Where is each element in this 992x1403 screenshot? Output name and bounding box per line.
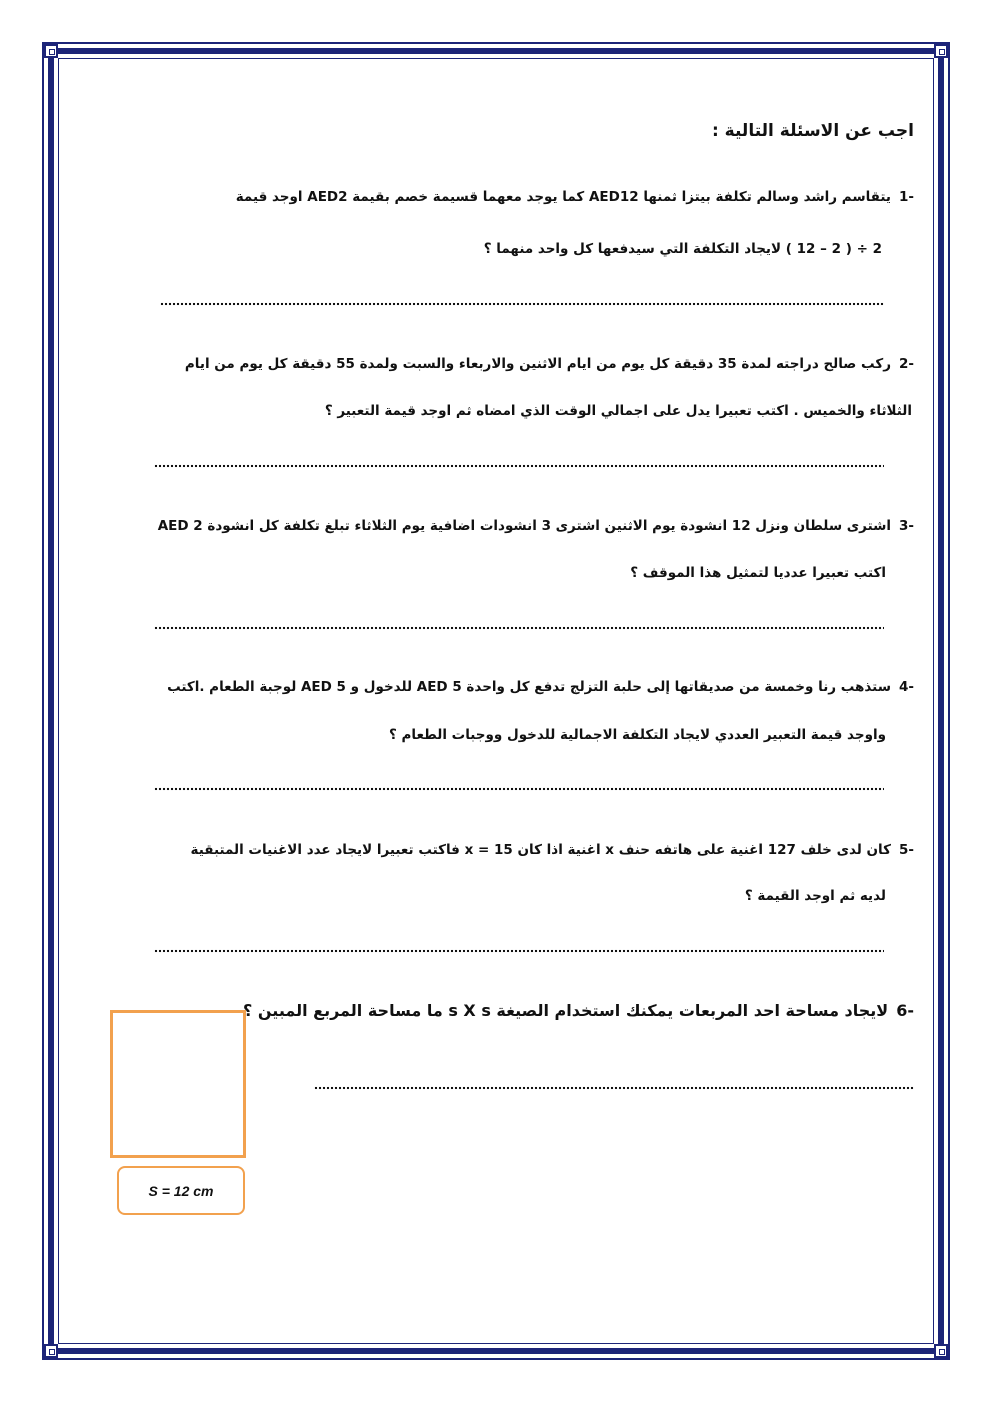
answer-line-3[interactable] xyxy=(154,626,884,630)
question-3 xyxy=(154,518,914,534)
answer-line-4[interactable] xyxy=(154,787,884,791)
answer-line-1[interactable] xyxy=(160,302,884,306)
question-text: يتقاسم راشد وسالم تكلفة بيتزا ثمنها AED12 كما يوجد معهما قسيمة خصم بقيمة AED2 اوجد قيمة xyxy=(235,189,891,205)
question-2-line-2: الثلاثاء والخميس . اكتب تعبيرا يدل على اجمالي الوقت الذي امضاه ثم اوجد قيمة التعبير ؟ xyxy=(324,403,912,419)
answer-line-5[interactable] xyxy=(154,949,884,953)
corner-ornament-icon xyxy=(44,44,58,58)
question-text: كان لدى خلف 127 اغنية على هاتفه حنف x اغنية اذا كان x = 15 فاكتب تعبيرا لايجاد عدد الاغنيات المتبقية xyxy=(190,842,891,858)
question-2 xyxy=(154,356,914,372)
question-3-line-2: اكتب تعبيرا عدديا لتمثيل هذا الموقف ؟ xyxy=(630,565,886,581)
question-4-line-2: واوجد قيمة التعبير العددي لايجاد التكلفة الاجمالية للدخول ووجبات الطعام ؟ xyxy=(388,727,886,743)
square-figure xyxy=(110,1010,246,1158)
question-4 xyxy=(154,679,914,695)
question-number: -4 xyxy=(898,679,914,695)
question-text: لايجاد مساحة احد المربعات يمكنك استخدام الصيغة s X s ما مساحة المربع المبين ؟ xyxy=(243,1001,889,1020)
question-number: -1 xyxy=(898,189,914,205)
question-text: ستذهب رنا وخمسة من صديقاتها إلى حلبة التزلج تدفع كل واحدة AED 5 للدخول و AED 5 لوجبة الطعام .اكتب xyxy=(167,679,891,695)
page-title: اجب عن الاسئلة التالية : xyxy=(711,121,914,141)
question-5 xyxy=(154,842,914,858)
question-1-line-2: 2 ÷ ( 2 – 12 ) لايجاد التكلفة التي سيدفعها كل واحد منهما ؟ xyxy=(483,241,882,257)
corner-ornament-icon xyxy=(934,44,948,58)
question-number: -5 xyxy=(898,842,914,858)
answer-line-2[interactable] xyxy=(154,464,884,468)
question-number: -6 xyxy=(896,1001,914,1020)
question-5-line-2: لديه ثم اوجد القيمة ؟ xyxy=(744,888,886,904)
square-side-label xyxy=(117,1166,245,1215)
corner-ornament-icon xyxy=(44,1344,58,1358)
square-side-text: S = 12 cm xyxy=(148,1182,214,1199)
question-text: اشترى سلطان ونزل 12 انشودة يوم الاثنين اشترى 3 انشودات اضافية يوم الثلاثاء تبلغ تكلفة كل انشودة AED 2 xyxy=(157,518,891,534)
answer-line-6[interactable] xyxy=(314,1086,914,1090)
question-6 xyxy=(243,1001,914,1020)
question-number: -3 xyxy=(898,518,914,534)
question-number: -2 xyxy=(898,356,914,372)
corner-ornament-icon xyxy=(934,1344,948,1358)
question-1 xyxy=(154,189,914,205)
question-text: ركب صالح دراجته لمدة 35 دقيقة كل يوم من ايام الاثنين والاربعاء والسبت ولمدة 55 دقيقة كل يوم من ايام xyxy=(184,356,891,372)
